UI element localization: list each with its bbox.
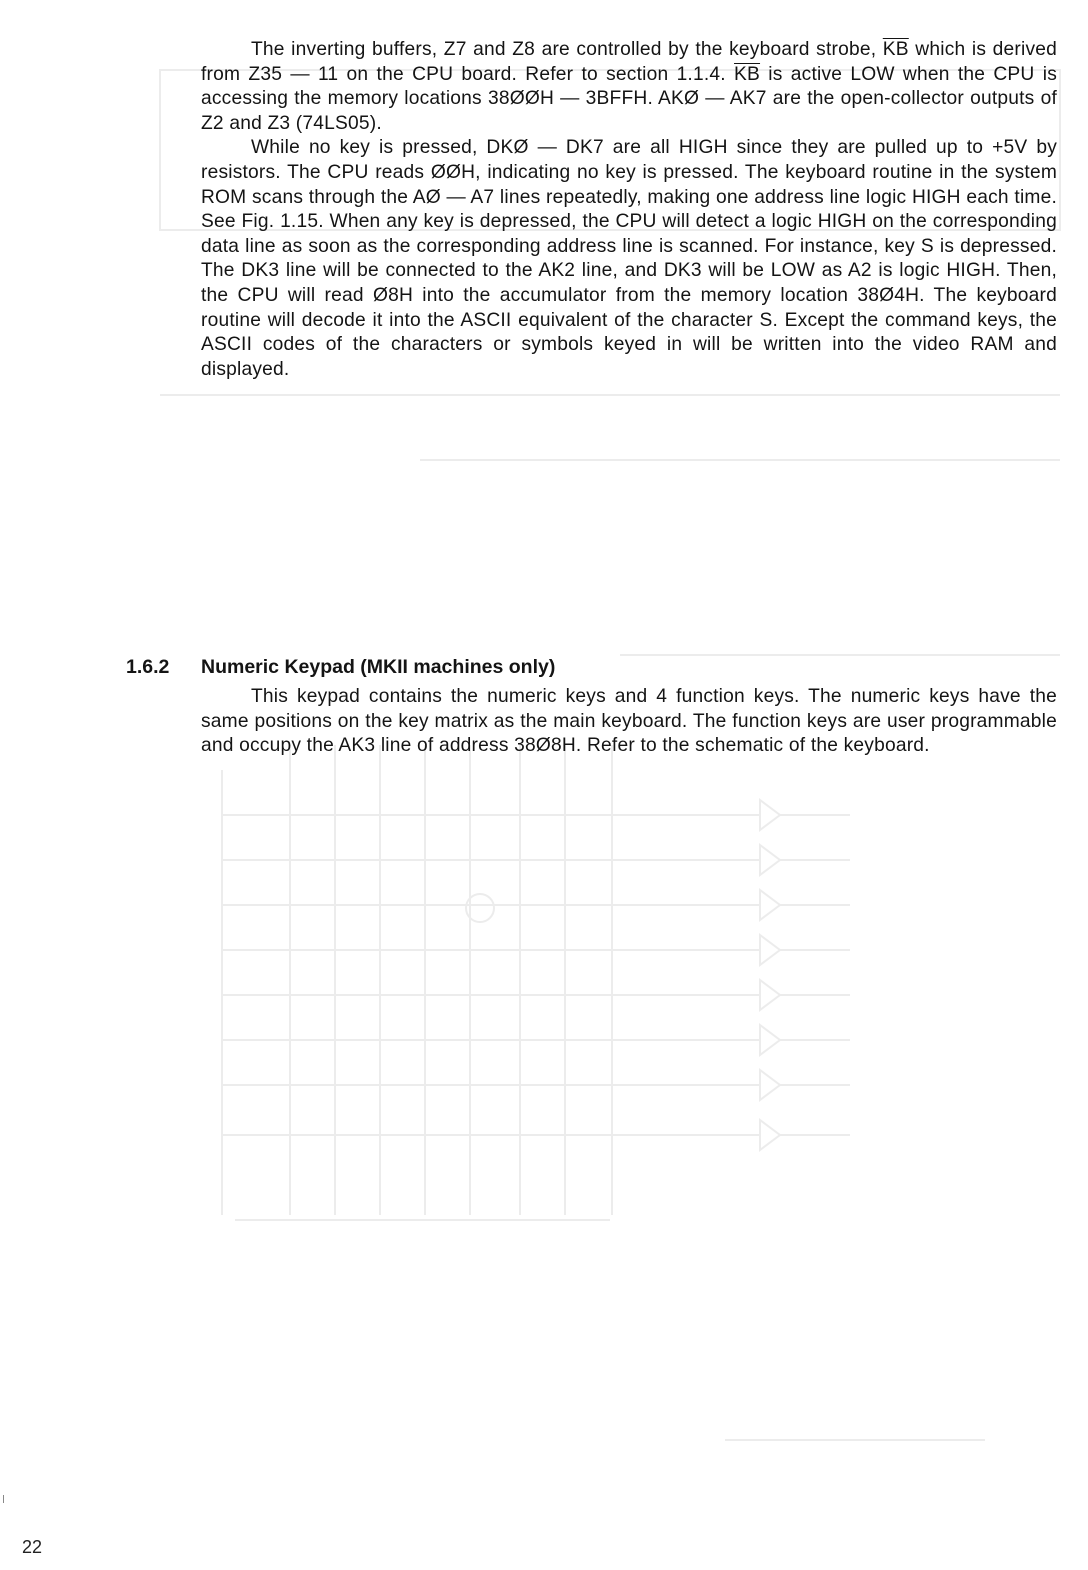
kb-strobe-signal: $\overline{KB}$	[882, 39, 909, 60]
section-body	[201, 685, 1057, 759]
margin-mark	[3, 1495, 4, 1503]
kb-strobe-signal: $\overline{KB}$	[734, 63, 761, 85]
paragraph-key-scanning: While no key is pressed, DKØ — DK7 are all HIGH since they are pulled up to +5V by resistors. The CPU reads ØØH, indicating no key is pressed. The keyboard routine in the system ROM scans through the AØ — A7 lines repeatedly, making one address line logic HIGH each time. See Fig. 1.15. When any key is depressed, the CPU will detect a logic HIGH on the corresponding data line as soon as the corresponding address line is scanned. For instance, key S is depressed. The DK3 line will be connected to the AK2 line, and DK3 will be LOW as A2 is logic HIGH. Then, the CPU will read Ø8H into the accumulator from the memory location 38Ø4H. The keyboard routine will decode it into the ASCII equivalent of the character S. Except the command keys, the ASCII codes of the characters or symbols keyed in will be written into the video RAM and displayed.	[201, 137, 1057, 380]
paragraph-1-part-3: is active LOW when the CPU is accessing the memory locations 38ØØH — 3BFFH. AKØ — AK7 are the open-collector outputs of Z2 and Z3 (74LS05).	[201, 63, 1057, 134]
paragraph-keyboard-strobe	[201, 38, 1057, 136]
section-heading	[126, 656, 555, 679]
paragraph-1-part-1: The inverting buffers, Z7 and Z8 are controlled by the keyboard strobe,	[251, 39, 883, 60]
paragraph-1-part-2: which is derived from Z35 — 11 on the CPU board. Refer to section 1.1.4.	[201, 39, 1057, 85]
page-number: 22	[22, 1537, 43, 1557]
section-number: 1.6.2	[126, 656, 170, 678]
section-title: Numeric Keypad (MKII machines only)	[201, 656, 556, 678]
paragraph-numeric-keypad: This keypad contains the numeric keys and 4 function keys. The numeric keys have the same positions on the key matrix as the main keyboard. The function keys are user programmable and occupy the AK3 line of address 38Ø8H. Refer to the schematic of the keyboard.	[201, 686, 1057, 757]
body-paragraphs	[201, 38, 1057, 382]
